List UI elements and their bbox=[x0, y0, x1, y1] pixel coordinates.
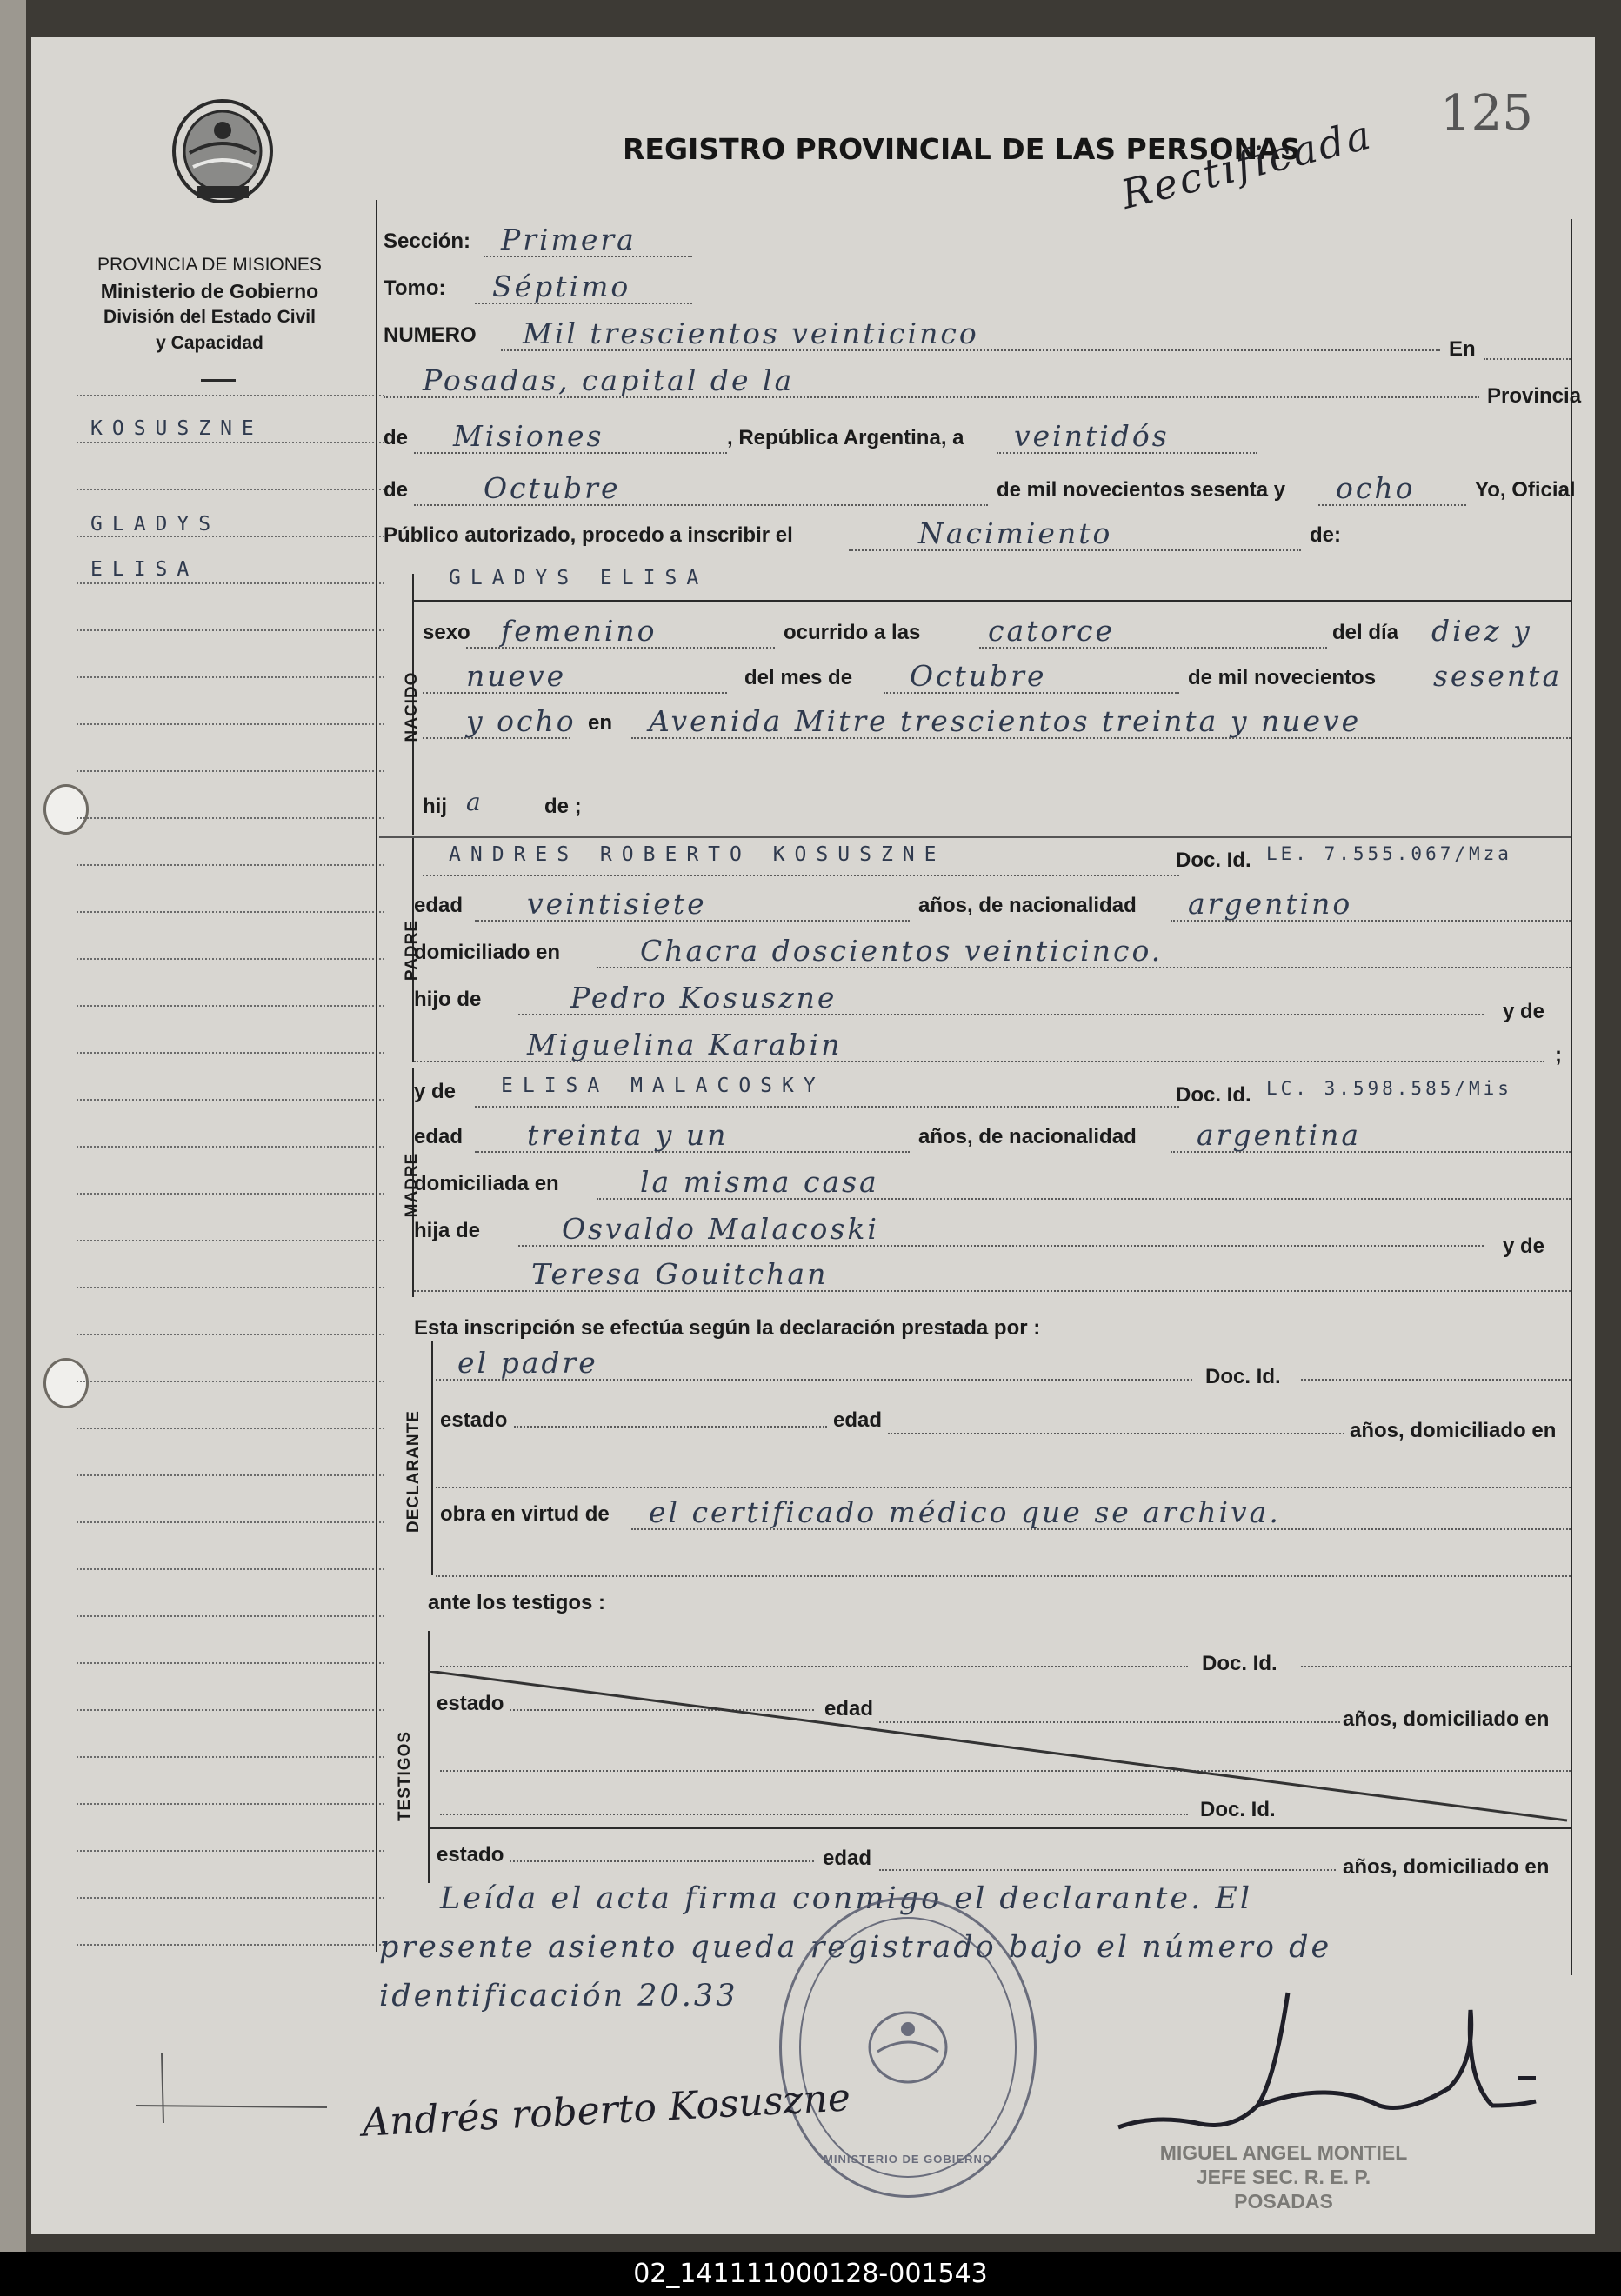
de-label: de bbox=[384, 426, 409, 449]
margin-line bbox=[77, 1052, 384, 1054]
division-label-2: y Capacidad bbox=[156, 333, 263, 353]
margin-line bbox=[77, 442, 384, 443]
margin-line bbox=[77, 1099, 384, 1101]
field-line bbox=[414, 1290, 1571, 1292]
margin-line bbox=[77, 676, 384, 678]
field-line bbox=[884, 692, 1179, 694]
padre-doc-value: LE. 7.555.067/Mza bbox=[1266, 843, 1512, 864]
tomo-value: Séptimo bbox=[492, 270, 631, 303]
margin-line bbox=[77, 1287, 384, 1288]
hijo-letter-value: a bbox=[466, 788, 484, 816]
field-line bbox=[1301, 1379, 1571, 1381]
section-rule bbox=[379, 836, 1571, 838]
madre-dom-label: domiciliada en bbox=[414, 1172, 559, 1195]
field-line bbox=[1171, 920, 1571, 922]
division-label: División del Estado Civil bbox=[103, 307, 316, 327]
madre-nombre-value: ELISA MALACOSKY bbox=[501, 1075, 825, 1097]
section-madre-label: MADRE bbox=[403, 1152, 421, 1218]
y-de-label-2: y de bbox=[1503, 1235, 1545, 1258]
margin-line bbox=[77, 864, 384, 866]
madre-nac-label: años, de nacionalidad bbox=[918, 1125, 1137, 1148]
padre-nac-label: años, de nacionalidad bbox=[918, 894, 1137, 917]
madre-doc-label: Doc. Id. bbox=[1176, 1083, 1251, 1107]
hora-value: catorce bbox=[988, 614, 1116, 648]
mes-value: Octubre bbox=[910, 659, 1047, 693]
dia-value-2: nueve bbox=[466, 659, 567, 693]
declarante-doc-label: Doc. Id. bbox=[1205, 1365, 1281, 1388]
lugar-value: Posadas, capital de la bbox=[423, 363, 795, 397]
field-line bbox=[510, 1860, 814, 1862]
numero-label: NUMERO bbox=[384, 323, 477, 347]
testigo2-doc-label: Doc. Id. bbox=[1200, 1798, 1276, 1821]
field-line bbox=[423, 875, 1179, 876]
hijo-de-label: de ; bbox=[544, 795, 582, 818]
section-testigos-label: TESTIGOS bbox=[396, 1730, 414, 1822]
padre-doc-label: Doc. Id. bbox=[1176, 849, 1251, 872]
field-line bbox=[466, 647, 775, 649]
dia-registro-value: veintidós bbox=[1014, 419, 1170, 453]
declarante-value: el padre bbox=[457, 1346, 598, 1380]
field-line bbox=[475, 1151, 910, 1153]
margin-line bbox=[77, 958, 384, 960]
testigo2-edad-label: edad bbox=[823, 1847, 872, 1870]
margin-line bbox=[77, 1897, 384, 1899]
testigos-label: ante los testigos : bbox=[428, 1591, 606, 1614]
declarante-edad-label: edad bbox=[833, 1408, 883, 1432]
padre-edad-label: edad bbox=[414, 894, 464, 917]
obra-label: obra en virtud de bbox=[440, 1502, 610, 1526]
field-line bbox=[1484, 358, 1571, 360]
seal-text: MINISTERIO DE GOBIERNO bbox=[824, 2153, 992, 2166]
margin-line bbox=[77, 1193, 384, 1195]
declarante-estado-label: estado bbox=[440, 1408, 508, 1432]
declarant-signature: Andrés roberto Kosuszne bbox=[361, 2075, 852, 2146]
coat-of-arms-icon bbox=[170, 99, 275, 208]
margin-given-name-2: ELISA bbox=[90, 558, 199, 581]
abuela-materna-value: Teresa Gouitchan bbox=[531, 1257, 829, 1291]
field-line bbox=[514, 1426, 827, 1428]
field-line bbox=[436, 1487, 1571, 1488]
padre-edad-value: veintisiete bbox=[527, 887, 707, 921]
margin-given-name: GLADYS bbox=[90, 513, 221, 536]
field-line bbox=[518, 1245, 1484, 1247]
padre-nombre-value: ANDRES ROBERTO KOSUSZNE bbox=[449, 843, 946, 866]
madre-nac-value: argentina bbox=[1197, 1118, 1362, 1152]
field-line bbox=[631, 1528, 1571, 1530]
margin-line bbox=[77, 911, 384, 913]
field-line bbox=[631, 737, 1571, 739]
margin-line bbox=[77, 1428, 384, 1429]
field-line bbox=[384, 396, 1479, 398]
hija-de-label: hija de bbox=[414, 1219, 481, 1242]
testigo1-estado-label: estado bbox=[437, 1692, 504, 1715]
lugar-nac-value: Avenida Mitre trescientos treinta y nueve bbox=[649, 704, 1362, 738]
abuelo-paterno-value: Pedro Kosuszne bbox=[570, 981, 837, 1015]
margin-line bbox=[77, 395, 384, 396]
margin-scribble bbox=[127, 2045, 353, 2132]
section-declarante-label: DECLARANTE bbox=[404, 1410, 423, 1533]
hijo-de-padre-label: hijo de bbox=[414, 988, 482, 1011]
register-page bbox=[31, 37, 1595, 2234]
field-line bbox=[849, 549, 1301, 551]
field-line bbox=[888, 1433, 1344, 1434]
divider bbox=[201, 379, 236, 382]
official-name: MIGUEL ANGEL MONTIEL bbox=[1159, 2141, 1408, 2164]
margin-line bbox=[77, 817, 384, 819]
field-line bbox=[597, 1198, 1571, 1200]
field-line bbox=[423, 737, 570, 739]
field-line bbox=[414, 1061, 1544, 1062]
field-line bbox=[475, 1106, 1179, 1108]
margin-line bbox=[77, 582, 384, 584]
sexo-value: femenino bbox=[501, 614, 657, 648]
image-id-footer: 02_141111000128-001543 bbox=[0, 2252, 1621, 2296]
republica-label: , República Argentina, a bbox=[727, 426, 964, 449]
tomo-label: Tomo: bbox=[384, 276, 446, 300]
mil-sesenta-label: de mil novecientos sesenta y bbox=[997, 478, 1286, 502]
padre-dom-value: Chacra doscientos veinticinco. bbox=[640, 934, 1164, 968]
margin-line bbox=[77, 1334, 384, 1335]
margin-line bbox=[77, 489, 384, 490]
margin-line bbox=[77, 1944, 384, 1946]
de-mil-label: de mil novecientos bbox=[1188, 666, 1377, 689]
en-label: En bbox=[1449, 337, 1476, 361]
seccion-value: Primera bbox=[501, 223, 637, 256]
del-mes-label: del mes de bbox=[744, 666, 853, 689]
margin-line bbox=[77, 1005, 384, 1007]
ministry-label: Ministerio de Gobierno bbox=[100, 280, 319, 303]
binding-hole bbox=[43, 1358, 89, 1408]
section-border bbox=[431, 1341, 433, 1575]
section-padre-label: PADRE bbox=[403, 919, 421, 982]
field-line bbox=[475, 303, 692, 304]
closing-line-3: identificación 20.33 bbox=[379, 1979, 738, 2013]
de-colon-label: de: bbox=[1310, 523, 1341, 547]
provincia-value: Misiones bbox=[453, 419, 604, 453]
field-line bbox=[501, 349, 1440, 351]
anio-value-2: y ocho bbox=[466, 704, 577, 738]
abuelo-materno-value: Osvaldo Malacoski bbox=[562, 1212, 879, 1246]
field-line bbox=[1318, 504, 1466, 506]
field-line bbox=[436, 1379, 1192, 1381]
testigo2-estado-label: estado bbox=[437, 1843, 504, 1867]
official-title: JEFE SEC. R. E. P. bbox=[1196, 2166, 1371, 2188]
margin-line bbox=[77, 1568, 384, 1570]
field-line bbox=[518, 1014, 1484, 1015]
rectification-note: Rectificada bbox=[1116, 110, 1378, 218]
margin-line bbox=[77, 1803, 384, 1805]
margin-line bbox=[77, 1709, 384, 1711]
field-line bbox=[1171, 1151, 1571, 1153]
field-line bbox=[1301, 1666, 1571, 1667]
padre-dom-label: domiciliado en bbox=[414, 941, 561, 964]
field-line bbox=[475, 920, 910, 922]
margin-line bbox=[77, 1756, 384, 1758]
anio-value: sesenta bbox=[1433, 659, 1563, 693]
madre-dom-value: la misma casa bbox=[640, 1165, 879, 1199]
provincia-label: Provincia bbox=[1487, 384, 1582, 408]
ocurrido-label: ocurrido a las bbox=[784, 621, 921, 644]
acto-value: Nacimiento bbox=[918, 516, 1113, 550]
section-rule bbox=[428, 1827, 1571, 1829]
field-line bbox=[423, 692, 727, 694]
document-title: REGISTRO PROVINCIAL DE LAS PERSONAS bbox=[623, 132, 1301, 166]
testigo2-anos-label: años, domiciliado en bbox=[1343, 1855, 1550, 1879]
margin-line bbox=[77, 536, 384, 537]
section-nacido-label: NACIDO bbox=[403, 671, 421, 742]
seal-emblem-icon bbox=[864, 2008, 951, 2086]
dia-value: diez y bbox=[1431, 614, 1532, 648]
sexo-label: sexo bbox=[423, 621, 470, 644]
hijo-label: hij bbox=[423, 795, 447, 818]
en-label-2: en bbox=[588, 711, 613, 735]
madre-edad-label: edad bbox=[414, 1125, 464, 1148]
yo-oficial-label: Yo, Oficial bbox=[1475, 478, 1576, 502]
field-line bbox=[414, 452, 727, 454]
padre-nac-value: argentino bbox=[1188, 887, 1353, 921]
numero-value: Mil trescientos veinticinco bbox=[523, 316, 979, 350]
field-line bbox=[484, 256, 692, 257]
binding-hole bbox=[43, 784, 89, 835]
y-de-label: y de bbox=[1503, 1000, 1545, 1023]
margin-line bbox=[77, 1662, 384, 1664]
official-signature bbox=[1101, 1975, 1553, 2149]
field-line bbox=[879, 1869, 1336, 1871]
form-border bbox=[376, 200, 377, 1952]
de-label-2: de bbox=[384, 478, 409, 502]
y-de-madre-label: y de bbox=[414, 1080, 457, 1103]
margin-surname: KOSUSZNE bbox=[90, 417, 263, 440]
nombre-value: GLADYS ELISA bbox=[449, 567, 709, 589]
margin-line bbox=[77, 1381, 384, 1382]
mes-registro-value: Octubre bbox=[484, 471, 621, 505]
binding-strip bbox=[0, 0, 26, 2252]
margin-line bbox=[77, 1615, 384, 1617]
semicolon-label: ; bbox=[1555, 1043, 1562, 1067]
margin-line bbox=[77, 770, 384, 772]
page-number: 125 bbox=[1440, 85, 1533, 142]
margin-line bbox=[77, 1474, 384, 1476]
field-line bbox=[597, 967, 1571, 968]
margin-line bbox=[77, 1850, 384, 1852]
official-location: POSADAS bbox=[1234, 2190, 1333, 2213]
margin-line bbox=[77, 1146, 384, 1148]
madre-doc-value: LC. 3.598.585/Mis bbox=[1266, 1078, 1512, 1099]
name-rule bbox=[414, 600, 1571, 602]
field-line bbox=[414, 504, 988, 506]
testigo1-doc-label: Doc. Id. bbox=[1202, 1652, 1277, 1675]
margin-line bbox=[77, 629, 384, 631]
margin-line bbox=[77, 723, 384, 725]
closing-line-1: Leída el acta firma conmigo el declarante. El bbox=[440, 1881, 1253, 1916]
del-dia-label: del día bbox=[1332, 621, 1399, 644]
testigo1-edad-label: edad bbox=[824, 1697, 874, 1720]
margin-line bbox=[77, 1521, 384, 1523]
seccion-label: Sección: bbox=[384, 230, 471, 253]
anio-registro-value: ocho bbox=[1336, 471, 1416, 505]
publico-label: Público autorizado, procedo a inscribir el bbox=[384, 523, 793, 547]
margin-line bbox=[77, 1240, 384, 1241]
certificado-value: el certificado médico que se archiva. bbox=[649, 1495, 1281, 1529]
madre-edad-value: treinta y un bbox=[527, 1118, 729, 1152]
closing-line-2: presente asiento queda registrado bajo el número de bbox=[379, 1930, 1332, 1965]
field-line bbox=[440, 1666, 1188, 1667]
field-line bbox=[436, 1575, 1571, 1577]
official-seal bbox=[779, 1897, 1037, 2198]
testigo1-anos-label: años, domiciliado en bbox=[1343, 1707, 1550, 1731]
cancel-stroke bbox=[428, 1671, 1571, 1827]
inscripcion-label: Esta inscripción se efectúa según la declaración prestada por : bbox=[414, 1316, 1041, 1340]
province-label: PROVINCIA DE MISIONES bbox=[97, 255, 322, 275]
field-line bbox=[997, 452, 1257, 454]
abuela-paterna-value: Miguelina Karabin bbox=[527, 1028, 843, 1061]
declarante-anos-label: años, domiciliado en bbox=[1350, 1419, 1557, 1442]
field-line bbox=[979, 647, 1327, 649]
